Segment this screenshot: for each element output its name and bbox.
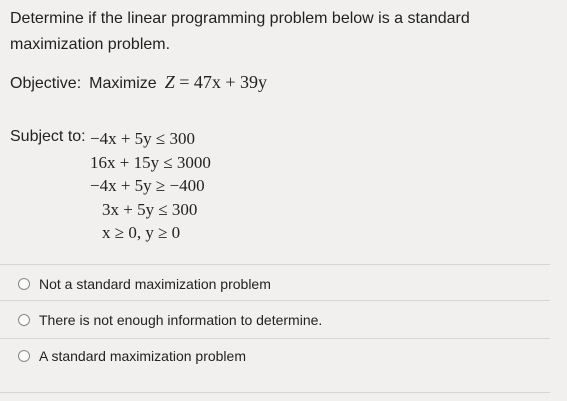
radio-button[interactable] (18, 278, 30, 290)
option-not-standard[interactable] (18, 276, 271, 292)
divider (0, 338, 550, 339)
option-label: There is not enough information to determine. (39, 312, 323, 328)
constraint-4: 3x + 5y ≤ 300 (102, 200, 198, 219)
option-standard[interactable] (18, 348, 246, 364)
divider (0, 264, 550, 265)
objective-equals: = (179, 72, 190, 92)
subject-to-label: Subject to: (10, 128, 86, 145)
option-not-enough-info[interactable] (18, 312, 322, 328)
option-label: Not a standard maximization problem (39, 276, 271, 292)
constraint-nonnegativity: x ≥ 0, y ≥ 0 (102, 223, 181, 242)
objective-function: 47x + 39y (193, 72, 268, 92)
constraint-3: −4x + 5y ≥ −400 (90, 176, 205, 195)
objective-expression (165, 72, 267, 93)
constraint-2: 16x + 15y ≤ 3000 (90, 153, 211, 172)
objective-row (10, 72, 267, 93)
radio-button[interactable] (18, 314, 30, 326)
radio-button[interactable] (18, 350, 30, 362)
divider (0, 300, 550, 301)
divider (0, 392, 550, 393)
constraint-1: −4x + 5y ≤ 300 (90, 129, 196, 148)
question-text: Determine if the linear programming problem below is a standard maximization problem. (10, 10, 470, 53)
objective-label: Objective: (10, 75, 82, 92)
objective-variable: Z (164, 72, 175, 92)
option-label: A standard maximization problem (39, 348, 246, 364)
objective-verb: Maximize (89, 75, 157, 92)
